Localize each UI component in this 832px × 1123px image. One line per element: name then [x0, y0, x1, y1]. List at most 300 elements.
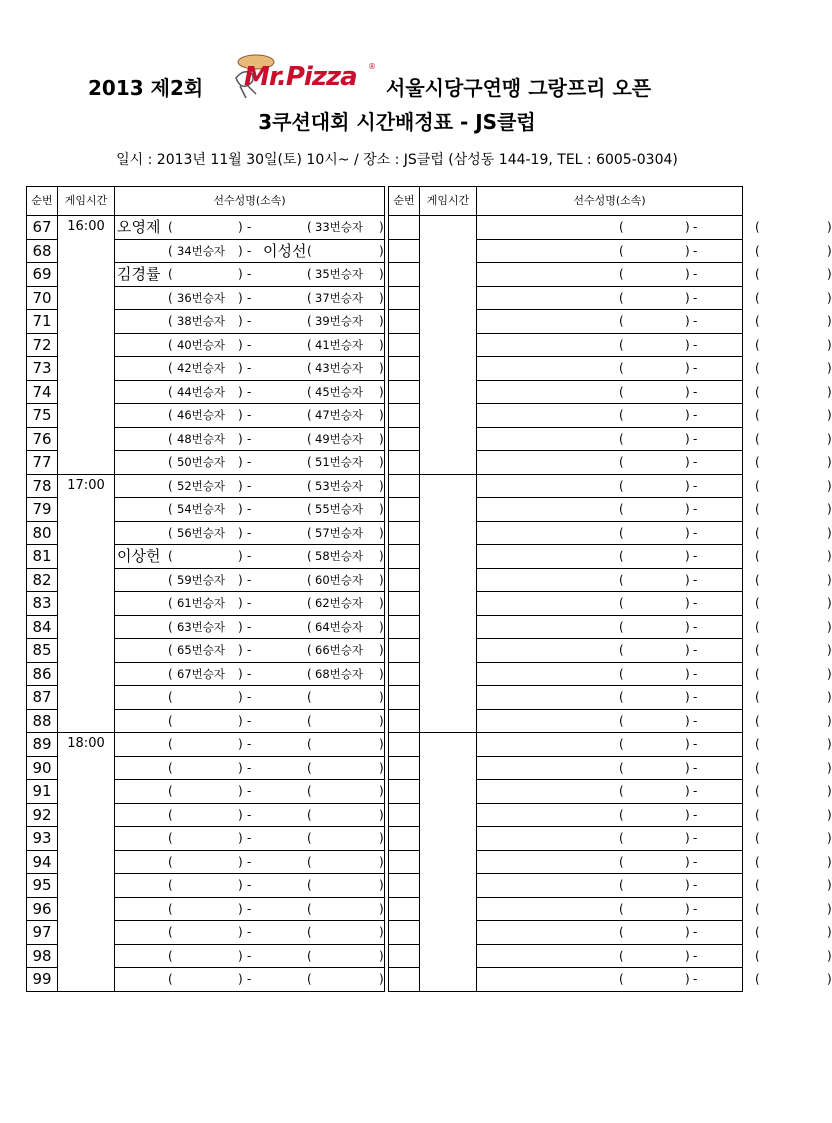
- game-time: [58, 921, 115, 945]
- open-paren-1: (: [619, 901, 624, 916]
- open-paren-2: (: [307, 760, 312, 775]
- game-number: 93: [27, 827, 58, 851]
- open-paren-1: (: [168, 901, 173, 916]
- game-time: [420, 521, 477, 545]
- close-paren-2: ): [827, 478, 832, 493]
- open-paren-1: (: [619, 948, 624, 963]
- players-cell: [115, 286, 385, 310]
- close-paren-2: ): [379, 807, 384, 822]
- table-row: [27, 404, 385, 428]
- game-time: [58, 709, 115, 733]
- game-time: 17:00: [58, 474, 115, 498]
- versus-dash: -: [247, 784, 252, 798]
- close-paren-2: ): [379, 643, 384, 657]
- game-time: [58, 615, 115, 639]
- close-paren-1: ): [238, 549, 243, 563]
- open-paren-2: (: [307, 220, 312, 234]
- table-row: [389, 662, 743, 686]
- player-slot-1: 54번승자: [177, 502, 225, 516]
- versus-dash: -: [693, 243, 698, 258]
- close-paren-1: ): [238, 643, 243, 657]
- versus-dash: -: [247, 431, 252, 446]
- open-paren-1: (: [168, 525, 173, 540]
- players-cell: [477, 827, 832, 851]
- close-paren-2: ): [379, 972, 384, 986]
- close-paren-1: ): [685, 572, 690, 587]
- game-time: [420, 615, 477, 639]
- players-cell: [115, 545, 385, 569]
- game-time: [58, 968, 115, 992]
- close-paren-2: ): [827, 314, 832, 328]
- game-time: [58, 239, 115, 263]
- table-row: [389, 333, 743, 357]
- game-number: 69: [27, 263, 58, 287]
- game-number: [389, 897, 420, 921]
- game-number: 82: [27, 568, 58, 592]
- game-time: [58, 263, 115, 287]
- versus-dash: -: [693, 596, 698, 610]
- open-paren-2: (: [307, 925, 312, 939]
- close-paren-2: ): [379, 384, 384, 399]
- table-row: [389, 897, 743, 921]
- open-paren-1: (: [619, 525, 624, 540]
- close-paren-2: ): [379, 267, 384, 281]
- close-paren-2: ): [827, 572, 832, 587]
- players-cell: [115, 944, 385, 968]
- versus-dash: -: [693, 337, 698, 352]
- game-number: [389, 451, 420, 475]
- close-paren-1: ): [238, 972, 243, 986]
- close-paren-2: ): [827, 525, 832, 540]
- game-number: [389, 333, 420, 357]
- player-slot-2: 66번승자: [315, 643, 363, 657]
- open-paren-1: (: [168, 408, 173, 422]
- game-number: [389, 498, 420, 522]
- table-row: [389, 615, 743, 639]
- players-cell: [477, 780, 832, 804]
- mr-pizza-logo: [222, 50, 382, 102]
- versus-dash: -: [247, 807, 252, 822]
- open-paren-2: (: [755, 596, 760, 610]
- player-slot-2: 37번승자: [315, 290, 363, 305]
- open-paren-1: (: [168, 878, 173, 892]
- close-paren-1: ): [685, 549, 690, 563]
- open-paren-1: (: [619, 713, 624, 728]
- open-paren-1: (: [168, 784, 173, 798]
- player-slot-2: 47번승자: [315, 408, 363, 422]
- players-cell: [477, 239, 832, 263]
- close-paren-1: ): [685, 619, 690, 634]
- open-paren-1: (: [168, 596, 173, 610]
- players-cell: [115, 239, 385, 263]
- close-paren-2: ): [379, 948, 384, 963]
- versus-dash: -: [693, 361, 698, 375]
- game-number: [389, 521, 420, 545]
- game-time: 18:00: [58, 733, 115, 757]
- close-paren-1: ): [685, 596, 690, 610]
- game-time: [58, 780, 115, 804]
- players-cell: [115, 874, 385, 898]
- versus-dash: -: [247, 666, 252, 681]
- close-paren-2: ): [379, 431, 384, 446]
- game-time: [58, 897, 115, 921]
- player-slot-2: 58번승자: [315, 549, 363, 563]
- open-paren-1: (: [168, 760, 173, 775]
- table-row: [389, 944, 743, 968]
- open-paren-2: (: [307, 290, 312, 305]
- game-time: [420, 897, 477, 921]
- open-paren-2: (: [755, 901, 760, 916]
- player-slot-1: 42번승자: [177, 361, 225, 375]
- players-cell: [477, 615, 832, 639]
- close-paren-2: ): [379, 713, 384, 728]
- open-paren-1: (: [619, 290, 624, 305]
- open-paren-2: (: [307, 455, 312, 469]
- versus-dash: -: [247, 549, 252, 563]
- game-time: [420, 850, 477, 874]
- table-row: [389, 545, 743, 569]
- game-time: [58, 333, 115, 357]
- table-row: [389, 474, 743, 498]
- close-paren-2: ): [827, 713, 832, 728]
- open-paren-1: (: [168, 572, 173, 587]
- open-paren-2: (: [307, 901, 312, 916]
- open-paren-1: (: [168, 854, 173, 869]
- game-number: [389, 380, 420, 404]
- close-paren-1: ): [238, 784, 243, 798]
- game-time: [58, 639, 115, 663]
- open-paren-2: (: [307, 384, 312, 399]
- open-paren-1: (: [168, 948, 173, 963]
- close-paren-1: ): [685, 337, 690, 352]
- game-number: 88: [27, 709, 58, 733]
- close-paren-1: ): [238, 408, 243, 422]
- close-paren-2: ): [379, 760, 384, 775]
- players-cell: [115, 380, 385, 404]
- players-cell: [115, 827, 385, 851]
- game-time: [58, 498, 115, 522]
- close-paren-1: ): [238, 455, 243, 469]
- players-cell: [115, 310, 385, 334]
- open-paren-2: (: [307, 666, 312, 681]
- table-row: [389, 709, 743, 733]
- game-number: [389, 357, 420, 381]
- open-paren-1: (: [168, 690, 173, 704]
- table-row: [389, 216, 743, 240]
- close-paren-2: ): [827, 549, 832, 563]
- table-row: [389, 498, 743, 522]
- table-row: [27, 709, 385, 733]
- table-row: [27, 944, 385, 968]
- close-paren-2: ): [379, 337, 384, 352]
- table-row: [27, 780, 385, 804]
- game-number: [389, 944, 420, 968]
- game-number: 92: [27, 803, 58, 827]
- versus-dash: -: [693, 666, 698, 681]
- table-row: [27, 850, 385, 874]
- game-number: 79: [27, 498, 58, 522]
- players-cell: [477, 263, 832, 287]
- player-slot-2: 53번승자: [315, 478, 363, 493]
- close-paren-1: ): [238, 361, 243, 375]
- versus-dash: -: [247, 572, 252, 587]
- game-time: [420, 709, 477, 733]
- close-paren-2: ): [379, 314, 384, 328]
- title-prefix: 2013 제2회: [88, 76, 204, 100]
- table-row: [389, 521, 743, 545]
- game-number: 98: [27, 944, 58, 968]
- versus-dash: -: [247, 831, 252, 845]
- game-number: [389, 592, 420, 616]
- game-time: [58, 521, 115, 545]
- player-slot-2: 49번승자: [315, 431, 363, 446]
- players-cell: [477, 310, 832, 334]
- open-paren-2: (: [755, 502, 760, 516]
- open-paren-2: (: [307, 596, 312, 610]
- close-paren-2: ): [379, 784, 384, 798]
- close-paren-1: ): [685, 267, 690, 281]
- game-number: [389, 733, 420, 757]
- close-paren-1: ): [685, 408, 690, 422]
- open-paren-1: (: [168, 549, 173, 563]
- versus-dash: -: [693, 549, 698, 563]
- open-paren-2: (: [307, 431, 312, 446]
- game-number: 86: [27, 662, 58, 686]
- game-time: [58, 827, 115, 851]
- table-row: [389, 310, 743, 334]
- game-time: [58, 874, 115, 898]
- players-cell: [115, 686, 385, 710]
- game-time: [420, 568, 477, 592]
- players-cell: [115, 357, 385, 381]
- player-slot-1: 34번승자: [177, 243, 225, 258]
- players-cell: [115, 592, 385, 616]
- close-paren-2: ): [379, 737, 384, 751]
- game-time: [420, 380, 477, 404]
- open-paren-2: (: [755, 807, 760, 822]
- game-number: [389, 639, 420, 663]
- versus-dash: -: [247, 643, 252, 657]
- players-cell: [477, 474, 832, 498]
- open-paren-2: (: [307, 478, 312, 493]
- game-time: [58, 286, 115, 310]
- open-paren-1: (: [619, 831, 624, 845]
- close-paren-1: ): [685, 290, 690, 305]
- table-row: [27, 756, 385, 780]
- open-paren-2: (: [755, 713, 760, 728]
- open-paren-1: (: [168, 220, 173, 234]
- open-paren-2: (: [755, 220, 760, 234]
- open-paren-2: (: [307, 784, 312, 798]
- game-number: 80: [27, 521, 58, 545]
- players-cell: [477, 756, 832, 780]
- versus-dash: -: [247, 478, 252, 493]
- game-number: [389, 709, 420, 733]
- close-paren-1: ): [238, 384, 243, 399]
- open-paren-2: (: [755, 666, 760, 681]
- open-paren-2: (: [307, 267, 312, 281]
- table-row: [389, 686, 743, 710]
- players-cell: [115, 709, 385, 733]
- close-paren-1: ): [685, 760, 690, 775]
- close-paren-2: ): [827, 784, 832, 798]
- players-cell: [115, 521, 385, 545]
- open-paren-1: (: [619, 431, 624, 446]
- table-row: [389, 380, 743, 404]
- players-cell: [477, 216, 832, 240]
- open-paren-2: (: [307, 314, 312, 328]
- versus-dash: -: [247, 337, 252, 352]
- game-time: [420, 216, 477, 240]
- game-time: [58, 662, 115, 686]
- players-cell: [477, 545, 832, 569]
- close-paren-1: ): [685, 455, 690, 469]
- open-paren-1: (: [168, 384, 173, 399]
- open-paren-2: (: [755, 878, 760, 892]
- game-time: [420, 780, 477, 804]
- players-cell: [477, 686, 832, 710]
- table-row: [27, 310, 385, 334]
- player-slot-2: 43번승자: [315, 361, 363, 375]
- table-row: [27, 921, 385, 945]
- player-slot-1: 40번승자: [177, 337, 225, 352]
- open-paren-1: (: [619, 408, 624, 422]
- open-paren-1: (: [619, 596, 624, 610]
- open-paren-2: (: [755, 361, 760, 375]
- table-row: [389, 921, 743, 945]
- open-paren-2: (: [755, 243, 760, 258]
- game-time: [58, 380, 115, 404]
- close-paren-1: ): [685, 878, 690, 892]
- header-row: [389, 187, 743, 216]
- versus-dash: -: [247, 220, 252, 234]
- close-paren-2: ): [379, 878, 384, 892]
- versus-dash: -: [247, 243, 252, 258]
- close-paren-1: ): [238, 948, 243, 963]
- players-cell: [477, 427, 832, 451]
- close-paren-1: ): [685, 314, 690, 328]
- game-time: [420, 827, 477, 851]
- game-number: [389, 803, 420, 827]
- players-cell: [115, 216, 385, 240]
- game-number: [389, 568, 420, 592]
- versus-dash: -: [693, 431, 698, 446]
- game-time: [58, 310, 115, 334]
- versus-dash: -: [247, 502, 252, 516]
- close-paren-1: ): [238, 666, 243, 681]
- game-time: [58, 427, 115, 451]
- open-paren-2: (: [755, 619, 760, 634]
- open-paren-2: (: [755, 478, 760, 493]
- close-paren-1: ): [238, 619, 243, 634]
- close-paren-1: ): [685, 243, 690, 258]
- open-paren-1: (: [619, 220, 624, 234]
- header-order: 순번: [389, 187, 420, 216]
- table-row: [389, 568, 743, 592]
- players-cell: [115, 427, 385, 451]
- close-paren-1: ): [685, 925, 690, 939]
- subtitle: 3쿠션대회 시간배정표 - JS클럽: [258, 110, 536, 134]
- close-paren-2: ): [827, 431, 832, 446]
- close-paren-1: ): [238, 572, 243, 587]
- game-number: 78: [27, 474, 58, 498]
- versus-dash: -: [693, 807, 698, 822]
- table-row: [27, 592, 385, 616]
- open-paren-1: (: [168, 713, 173, 728]
- game-time: [58, 357, 115, 381]
- versus-dash: -: [693, 384, 698, 399]
- versus-dash: -: [693, 643, 698, 657]
- player-slot-2: 51번승자: [315, 455, 363, 469]
- close-paren-2: ): [379, 690, 384, 704]
- close-paren-2: ): [827, 760, 832, 775]
- game-number: [389, 686, 420, 710]
- close-paren-1: ): [238, 220, 243, 234]
- open-paren-2: (: [307, 948, 312, 963]
- open-paren-2: (: [755, 690, 760, 704]
- open-paren-2: (: [755, 408, 760, 422]
- game-number: [389, 780, 420, 804]
- players-cell: [115, 451, 385, 475]
- close-paren-2: ): [379, 901, 384, 916]
- close-paren-2: ): [827, 243, 832, 258]
- game-number: [389, 968, 420, 992]
- players-cell: [477, 333, 832, 357]
- versus-dash: -: [247, 267, 252, 281]
- open-paren-1: (: [168, 831, 173, 845]
- header-order: 순번: [27, 187, 58, 216]
- table-row: [389, 357, 743, 381]
- game-number: [389, 874, 420, 898]
- table-row: [389, 263, 743, 287]
- versus-dash: -: [247, 384, 252, 399]
- game-number: [389, 427, 420, 451]
- player-slot-2: 33번승자: [315, 220, 363, 234]
- open-paren-2: (: [755, 455, 760, 469]
- logo-trademark: ®: [368, 62, 376, 71]
- players-cell: [115, 662, 385, 686]
- open-paren-1: (: [619, 502, 624, 516]
- header-time: 게임시간: [58, 187, 115, 216]
- open-paren-1: (: [168, 361, 173, 375]
- player-slot-2: 55번승자: [315, 502, 363, 516]
- players-cell: [477, 404, 832, 428]
- open-paren-1: (: [619, 643, 624, 657]
- schedule-table-right: [388, 186, 832, 992]
- open-paren-1: (: [619, 760, 624, 775]
- close-paren-1: ): [685, 643, 690, 657]
- players-cell: [477, 639, 832, 663]
- open-paren-2: (: [755, 549, 760, 563]
- player-slot-2: 35번승자: [315, 267, 363, 281]
- table-row: [389, 404, 743, 428]
- close-paren-2: ): [827, 972, 832, 986]
- player-name-1: 오영제: [117, 218, 161, 236]
- game-number: 84: [27, 615, 58, 639]
- open-paren-2: (: [755, 314, 760, 328]
- versus-dash: -: [247, 901, 252, 916]
- table-row: [27, 239, 385, 263]
- open-paren-2: (: [755, 760, 760, 775]
- table-row: [389, 780, 743, 804]
- open-paren-2: (: [755, 854, 760, 869]
- versus-dash: -: [693, 901, 698, 916]
- players-cell: [477, 568, 832, 592]
- game-number: 97: [27, 921, 58, 945]
- open-paren-2: (: [755, 925, 760, 939]
- open-paren-1: (: [619, 619, 624, 634]
- game-number: 96: [27, 897, 58, 921]
